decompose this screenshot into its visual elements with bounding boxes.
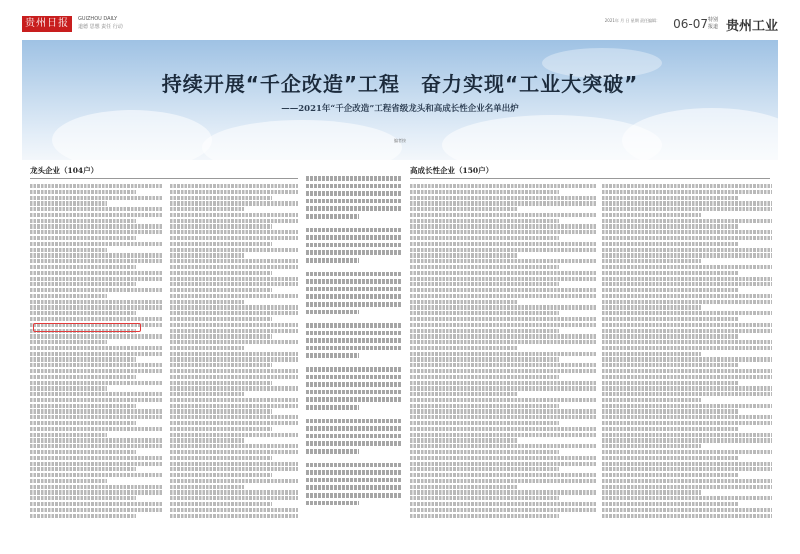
text-line — [30, 421, 136, 425]
text-line — [170, 473, 272, 477]
text-line — [410, 346, 518, 350]
text-line — [602, 369, 772, 373]
text-line — [30, 236, 136, 240]
text-line — [410, 207, 518, 211]
text-line — [30, 404, 136, 408]
text-line — [410, 404, 559, 408]
text-line — [170, 508, 298, 512]
text-line — [410, 294, 596, 298]
text-line — [170, 224, 272, 228]
text-line — [602, 323, 772, 327]
text-line — [170, 496, 298, 500]
text-line — [170, 386, 298, 390]
text-line — [602, 508, 772, 512]
text-line — [306, 405, 359, 410]
text-line — [30, 363, 162, 367]
text-line — [306, 375, 402, 380]
text-line — [30, 334, 162, 338]
text-line — [170, 490, 298, 494]
text-line — [30, 248, 107, 252]
text-line — [306, 485, 402, 490]
text-line — [306, 426, 402, 431]
text-line — [602, 490, 701, 494]
text-line — [602, 219, 772, 223]
text-line — [170, 230, 298, 234]
text-line — [170, 398, 298, 402]
text-line — [602, 329, 772, 333]
text-line — [410, 248, 596, 252]
text-line — [602, 230, 772, 234]
text-line — [170, 213, 298, 217]
text-line — [410, 473, 596, 477]
text-line — [410, 242, 596, 246]
text-line — [602, 334, 738, 338]
text-line — [30, 485, 162, 489]
text-line — [170, 462, 298, 466]
text-line — [410, 277, 596, 281]
text-line — [306, 367, 402, 372]
text-line — [170, 357, 298, 361]
text-line — [170, 415, 298, 419]
text-line — [170, 236, 298, 240]
text-line — [30, 317, 162, 321]
text-line — [410, 456, 596, 460]
text-line — [30, 196, 162, 200]
text-line — [170, 271, 272, 275]
text-line — [170, 456, 272, 460]
text-line — [306, 310, 359, 315]
text-line — [410, 259, 596, 263]
text-line — [170, 514, 298, 518]
text-line — [30, 294, 107, 298]
paragraph-gap — [306, 508, 402, 514]
text-line — [410, 433, 596, 437]
text-line — [410, 450, 559, 454]
text-line — [30, 444, 162, 448]
text-line — [410, 415, 596, 419]
text-line — [410, 427, 596, 431]
text-line — [170, 334, 272, 338]
text-line — [410, 282, 559, 286]
text-line — [30, 462, 162, 466]
text-line — [170, 242, 272, 246]
text-line — [306, 470, 402, 475]
text-line — [30, 427, 162, 431]
text-line — [170, 375, 298, 379]
text-line — [410, 271, 596, 275]
text-line — [170, 219, 298, 223]
text-line — [30, 496, 136, 500]
text-line — [602, 386, 772, 390]
text-line — [306, 279, 402, 284]
text-line — [170, 352, 298, 356]
byline: 编者按 — [394, 138, 406, 143]
text-line — [602, 300, 772, 304]
text-line — [30, 224, 162, 228]
text-line — [602, 479, 772, 483]
text-line — [306, 235, 402, 240]
text-line — [410, 496, 559, 500]
text-line — [602, 467, 772, 471]
cloud-decoration — [622, 108, 778, 160]
text-line — [410, 479, 596, 483]
text-line — [30, 473, 162, 477]
text-line — [30, 450, 136, 454]
text-line — [602, 409, 738, 413]
text-line — [602, 259, 701, 263]
text-line — [30, 288, 162, 292]
masthead — [22, 14, 778, 40]
text-line — [30, 467, 136, 471]
text-line — [30, 340, 107, 344]
text-line — [306, 441, 402, 446]
text-line — [30, 230, 162, 234]
text-line — [410, 224, 596, 228]
section-name: 贵州工业 — [725, 19, 778, 34]
text-line — [410, 213, 596, 217]
text-line — [410, 438, 518, 442]
text-line — [410, 444, 596, 448]
text-line — [410, 462, 596, 466]
text-line — [170, 201, 298, 205]
text-line — [410, 329, 559, 333]
text-line — [602, 248, 772, 252]
text-line — [602, 190, 772, 194]
text-line — [30, 242, 162, 246]
text-line — [410, 485, 518, 489]
text-line — [602, 311, 772, 315]
text-line — [306, 449, 359, 454]
text-line — [170, 363, 272, 367]
text-line — [410, 317, 596, 321]
section-rule — [30, 178, 298, 179]
text-line — [410, 219, 559, 223]
text-line — [410, 305, 596, 309]
text-line — [410, 340, 596, 344]
text-line — [602, 415, 772, 419]
text-line — [306, 478, 402, 483]
text-line — [170, 305, 298, 309]
text-line — [602, 201, 772, 205]
text-line — [170, 288, 272, 292]
text-line — [30, 456, 162, 460]
text-line — [602, 502, 738, 506]
text-line — [602, 196, 738, 200]
text-line — [170, 409, 272, 413]
highlight-box — [33, 323, 141, 332]
text-line — [30, 398, 162, 402]
text-line — [306, 184, 402, 189]
text-line — [170, 381, 272, 385]
text-line — [170, 282, 298, 286]
text-line — [30, 300, 162, 304]
text-line — [30, 265, 136, 269]
text-line — [306, 191, 402, 196]
masthead-slogan: 道德 思想 责任 行动 — [78, 24, 123, 30]
text-line — [410, 352, 596, 356]
text-line — [306, 493, 402, 498]
text-line — [30, 392, 162, 396]
text-line — [410, 375, 559, 379]
high-growth-list-col1 — [410, 184, 596, 528]
text-line — [170, 450, 298, 454]
text-line — [602, 363, 738, 367]
text-line — [306, 302, 402, 307]
text-line — [306, 390, 402, 395]
text-line — [30, 479, 107, 483]
text-line — [602, 485, 772, 489]
text-line — [602, 277, 772, 281]
text-line — [602, 288, 738, 292]
text-line — [170, 311, 298, 315]
text-line — [602, 317, 738, 321]
text-line — [306, 206, 402, 211]
text-line — [602, 462, 772, 466]
text-line — [170, 294, 298, 298]
text-line — [30, 438, 162, 442]
text-line — [170, 404, 298, 408]
text-line — [30, 490, 162, 494]
text-line — [306, 353, 359, 358]
leading-enterprises-heading: 龙头企业（104户） — [30, 166, 99, 175]
high-growth-list-col2 — [602, 184, 772, 528]
text-line — [30, 305, 162, 309]
text-line — [410, 323, 596, 327]
text-line — [410, 508, 596, 512]
newspaper-logo: 贵州日报 — [22, 16, 72, 32]
text-line — [410, 386, 596, 390]
leading-enterprises-list-col2 — [170, 184, 298, 528]
text-line — [30, 253, 162, 257]
text-line — [602, 444, 701, 448]
text-line — [410, 288, 596, 292]
text-line — [30, 207, 162, 211]
text-line — [30, 201, 107, 205]
text-line — [602, 271, 738, 275]
text-line — [30, 271, 162, 275]
text-line — [30, 311, 136, 315]
leading-enterprises-list-col1 — [30, 184, 162, 528]
text-line — [306, 176, 402, 181]
text-line — [30, 259, 162, 263]
text-line — [170, 253, 244, 257]
text-line — [30, 190, 136, 194]
text-line — [170, 329, 298, 333]
text-line — [602, 305, 701, 309]
text-line — [306, 397, 402, 402]
text-line — [306, 287, 402, 292]
text-line — [602, 357, 772, 361]
text-line — [410, 369, 596, 373]
text-line — [306, 199, 402, 204]
text-line — [306, 434, 402, 439]
text-line — [170, 427, 272, 431]
page-number: 06-07 — [673, 17, 708, 31]
text-line — [410, 467, 559, 471]
text-line — [602, 473, 738, 477]
text-line — [410, 502, 596, 506]
text-line — [30, 433, 107, 437]
headline-banner — [22, 40, 778, 160]
text-line — [602, 213, 701, 217]
text-line — [170, 502, 272, 506]
text-line — [170, 265, 298, 269]
text-line — [30, 409, 162, 413]
text-line — [30, 352, 162, 356]
text-line — [602, 294, 772, 298]
text-line — [602, 427, 738, 431]
text-line — [602, 381, 738, 385]
text-line — [410, 253, 518, 257]
text-line — [410, 409, 596, 413]
text-line — [170, 433, 298, 437]
text-line — [306, 243, 402, 248]
text-line — [30, 346, 162, 350]
text-line — [30, 514, 136, 518]
text-line — [306, 258, 359, 263]
cloud-decoration — [52, 110, 212, 160]
masthead-subtitle: GUIZHOU DAILY — [78, 16, 118, 22]
text-line — [306, 501, 359, 506]
text-line — [410, 514, 559, 518]
text-line — [170, 392, 244, 396]
text-line — [410, 236, 559, 240]
text-line — [410, 398, 596, 402]
text-line — [30, 381, 162, 385]
text-line — [170, 467, 298, 471]
text-line — [30, 184, 162, 188]
text-line — [30, 357, 136, 361]
text-line — [170, 485, 244, 489]
text-line — [602, 398, 701, 402]
text-line — [170, 259, 298, 263]
text-line — [170, 207, 244, 211]
text-line — [410, 201, 596, 205]
text-line — [30, 502, 162, 506]
text-line — [30, 508, 162, 512]
text-line — [410, 421, 559, 425]
text-line — [410, 363, 596, 367]
text-line — [602, 242, 738, 246]
text-line — [306, 272, 402, 277]
text-line — [602, 375, 772, 379]
text-line — [170, 323, 298, 327]
text-line — [410, 196, 596, 200]
text-line — [410, 490, 596, 494]
section-rule — [410, 178, 770, 179]
text-line — [306, 331, 402, 336]
sub-headline: ——2021年“千企改造”工程省级龙头和高成长性企业名单出炉 — [281, 104, 519, 114]
text-line — [306, 214, 359, 219]
text-line — [410, 311, 559, 315]
text-line — [602, 438, 772, 442]
text-line — [306, 228, 402, 233]
text-line — [602, 421, 772, 425]
text-line — [306, 382, 402, 387]
text-line — [602, 352, 701, 356]
text-line — [602, 456, 738, 460]
text-line — [410, 184, 596, 188]
text-line — [170, 190, 298, 194]
text-line — [602, 184, 772, 188]
text-line — [170, 438, 244, 442]
text-line — [602, 404, 772, 408]
text-line — [410, 265, 559, 269]
text-line — [306, 338, 402, 343]
text-line — [602, 265, 772, 269]
text-line — [170, 340, 298, 344]
text-line — [30, 375, 136, 379]
text-line — [170, 196, 272, 200]
text-line — [306, 250, 402, 255]
text-line — [602, 433, 772, 437]
section-tag: 特别报道 — [708, 17, 719, 30]
text-line — [602, 496, 772, 500]
text-line — [170, 479, 298, 483]
text-line — [602, 207, 772, 211]
text-line — [602, 236, 772, 240]
text-line — [410, 381, 596, 385]
issue-info: 2021年 月 日 星期 责任编辑： — [604, 18, 660, 23]
text-line — [30, 213, 162, 217]
text-line — [306, 419, 402, 424]
text-line — [410, 334, 596, 338]
high-growth-enterprises-heading: 高成长性企业（150户） — [410, 166, 494, 175]
text-line — [306, 323, 402, 328]
text-line — [30, 282, 136, 286]
text-line — [30, 386, 107, 390]
text-line — [410, 230, 596, 234]
text-line — [410, 300, 518, 304]
text-line — [170, 444, 298, 448]
text-line — [170, 300, 244, 304]
text-line — [306, 294, 402, 299]
text-line — [306, 463, 402, 468]
text-line — [410, 357, 559, 361]
text-line — [30, 277, 162, 281]
text-line — [602, 514, 772, 518]
text-line — [30, 369, 162, 373]
text-line — [170, 369, 298, 373]
text-line — [30, 219, 136, 223]
text-line — [306, 346, 402, 351]
text-line — [602, 224, 738, 228]
text-line — [410, 392, 518, 396]
text-line — [602, 253, 772, 257]
text-line — [602, 450, 772, 454]
text-line — [170, 421, 298, 425]
text-line — [30, 415, 162, 419]
text-line — [170, 248, 298, 252]
text-line — [602, 340, 772, 344]
text-line — [170, 317, 272, 321]
text-line — [602, 346, 772, 350]
text-line — [170, 346, 244, 350]
editorial-article — [306, 176, 402, 532]
text-line — [410, 190, 559, 194]
text-line — [602, 392, 772, 396]
text-line — [602, 282, 772, 286]
text-line — [170, 277, 298, 281]
main-headline: 持续开展“千企改造”工程 奋力实现“工业大突破” — [161, 72, 639, 96]
text-line — [170, 184, 298, 188]
